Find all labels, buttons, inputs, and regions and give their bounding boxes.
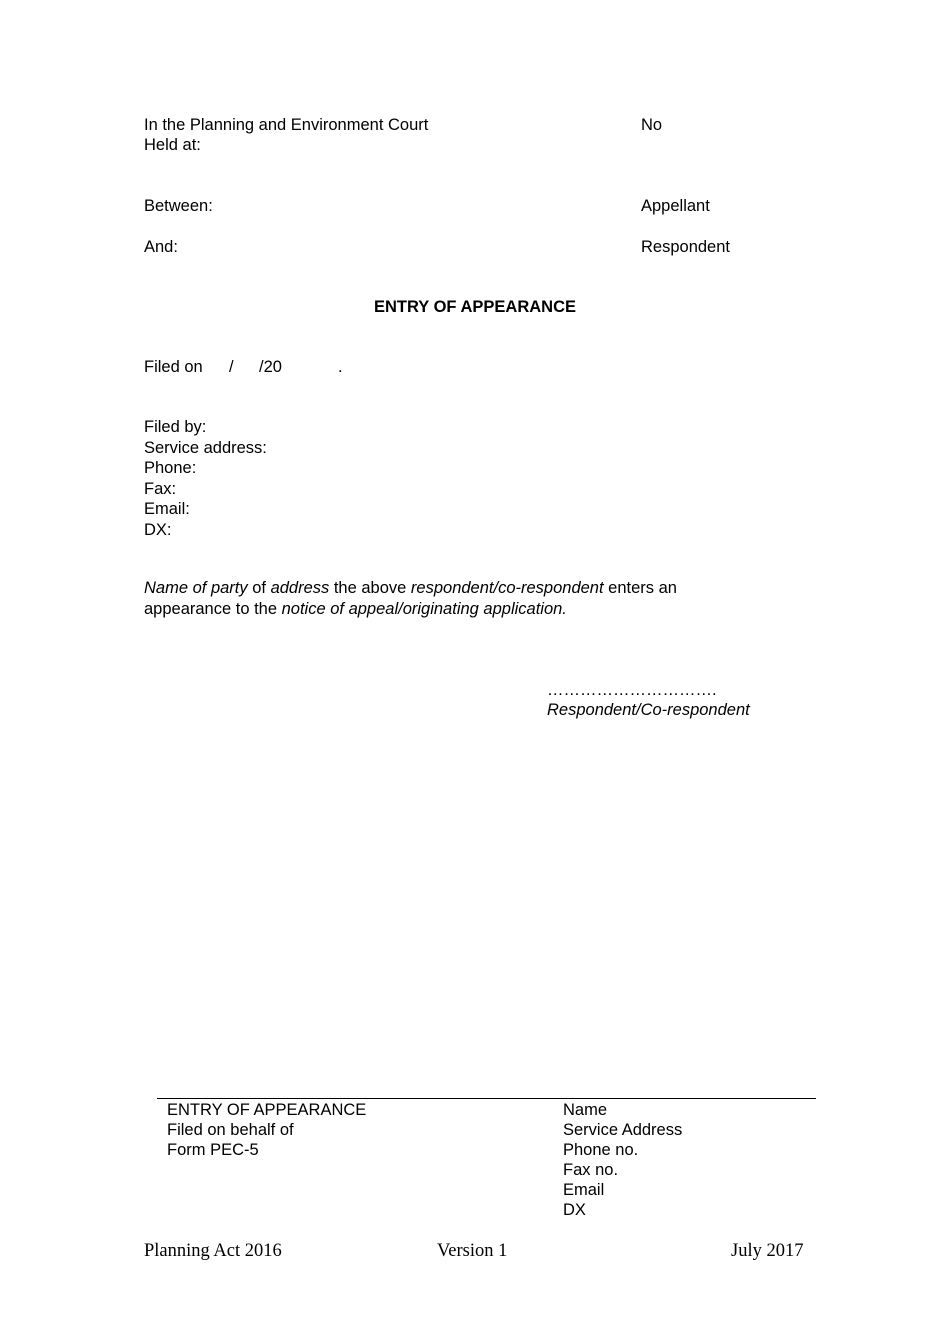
date-slash: / [229,358,234,376]
statement-text: enters an [603,579,677,597]
fax-label: Fax: [144,479,177,498]
footer-act: Planning Act 2016 [144,1241,282,1261]
footer-right-line: Name [563,1101,608,1119]
party-name-placeholder: Name of party [144,579,248,597]
footer-divider [157,1098,816,1099]
footer-right-line: DX [563,1201,586,1219]
dx-label: DX: [144,520,172,539]
footer-right-line: Service Address [563,1121,683,1139]
footer-version: Version 1 [437,1241,508,1261]
statement-text: the above [329,579,411,597]
footer-left-line: ENTRY OF APPEARANCE [167,1101,367,1119]
notice-placeholder: notice of appeal/originating application. [281,599,567,618]
respondent-label: Respondent [641,238,730,256]
filed-on-label: Filed on [144,358,203,376]
footer-right-line: Phone no. [563,1141,639,1159]
statement-line-1 [144,578,677,599]
statement-line-2 [144,599,567,620]
footer-date: July 2017 [731,1241,804,1261]
statement-text: appearance to the [144,599,282,618]
footer-left-line: Filed on behalf of [167,1121,294,1139]
and-label: And: [144,238,178,256]
filed-by-label: Filed by: [144,418,207,436]
footer-left-line: Form PEC-5 [167,1141,259,1159]
court-line: In the Planning and Environment Court [144,116,429,134]
between-label: Between: [144,197,213,215]
signature-caption: Respondent/Co-respondent [547,701,750,719]
date-year-prefix: /20 [259,358,282,376]
case-number-label: No [641,116,663,134]
statement-text: of [247,579,271,597]
held-at-label: Held at: [144,136,201,154]
respondent-role-placeholder: respondent/co-respondent [410,579,604,597]
phone-label: Phone: [144,459,197,477]
footer-right-line: Email [563,1181,605,1199]
date-period: . [338,358,343,376]
email-label: Email: [144,500,190,518]
footer-right-line: Fax no. [563,1161,619,1179]
service-address-label: Service address: [144,438,267,457]
signature-line: …………………………. [547,681,717,699]
document-title: ENTRY OF APPEARANCE [374,298,576,316]
address-placeholder: address [270,579,330,597]
appellant-label: Appellant [641,197,710,215]
